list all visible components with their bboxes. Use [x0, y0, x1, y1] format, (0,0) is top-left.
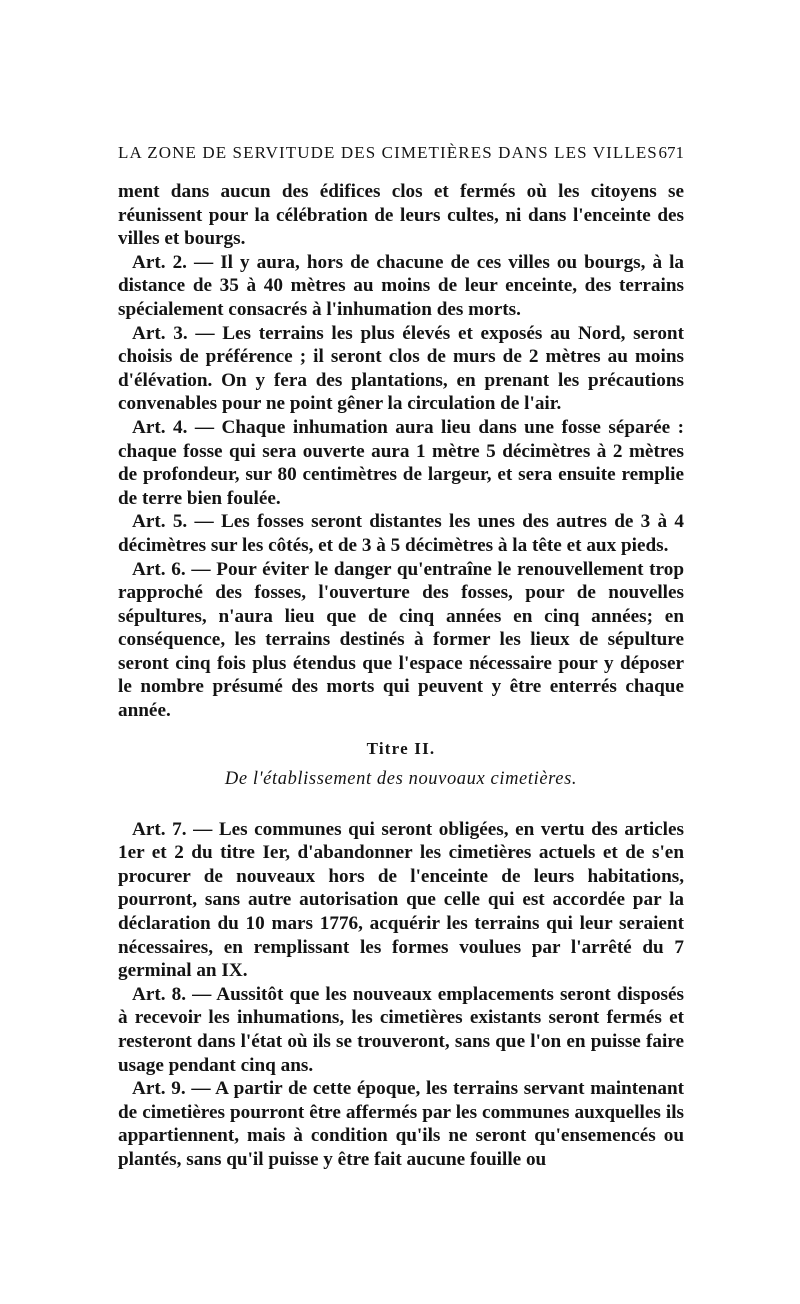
running-header: [118, 143, 684, 163]
section-subtitle: De l'établissement des nouvoaux cimetières.: [224, 768, 578, 789]
paragraph-continuation: ment dans aucun des édifices clos et fermés où les citoyens se réunissent pour la célébration de leurs cultes, ni dans l'enceinte des villes et bourgs.: [118, 181, 684, 250]
article-3: Art. 3. — Les terrains les plus élevés et exposés au Nord, seront choisis de préférence ; il seront clos de murs de 2 mètres au moins d'élévation. On y fera des plantations, en prenant les précautions convenables pour ne point gêner la circulation de l'air.: [118, 322, 684, 415]
page-body: [118, 180, 684, 1172]
article-6: Art. 6. — Pour éviter le danger qu'entraîne le renouvellement trop rapproché des fosses, l'ouverture des fosses, pour de nouvelles sépultures, n'aura lieu que de cinq années en cinq années; en conséquence, les terrains destinés à former les lieux de sépulture seront cinq fois plus étendus que l'espace nécessaire pour y déposer le nombre présumé des morts qui peuvent y être enterrés chaque année.: [118, 558, 684, 722]
article-9: Art. 9. — A partir de cette époque, les terrains servant maintenant de cimetières pourront être affermés par les communes auxquelles ils appartiennent, mais à condition qu'ils ne seront qu'ensemencés ou plantés, sans qu'il puisse y être fait aucune fouille ou: [118, 1078, 684, 1170]
article-8: Art. 8. — Aussitôt que les nouveaux emplacements seront disposés à recevoir les inhumations, les cimetières existants seront fermés et resteront dans l'état où ils se trouveront, sans que l'on en puisse faire usage pendant cinq ans.: [118, 983, 684, 1076]
running-title: LA ZONE DE SERVITUDE DES CIMETIÈRES DANS LES VILLES: [118, 143, 658, 162]
article-2: Art. 2. — Il y aura, hors de chacune de ces villes ou bourgs, à la distance de 35 à 40 mètres au moins de leur enceinte, des terrains spécialement consacrés à l'inhumation des morts.: [118, 251, 684, 320]
article-7: Art. 7. — Les communes qui seront obligées, en vertu des articles 1er et 2 du titre Ier, d'abandonner les cimetières actuels et de s'en procurer de nouveaux hors de l'enceinte de leurs habitations, pourront, sans autre autorisation que celle qui est accordée par la déclaration du 10 mars 1776, acquérir les terrains qui leur seraient nécessaires, en remplissant les formes voulues par l'arrêté du 7 germinal an IX.: [118, 818, 684, 982]
article-4: Art. 4. — Chaque inhumation aura lieu dans une fosse séparée : chaque fosse qui sera ouverte aura 1 mètre 5 décimètres à 2 mètres de profondeur, sur 80 centimètres de largeur, et sera ensuite remplie de terre bien foulée.: [118, 416, 684, 509]
page-number: 671: [658, 143, 684, 162]
section-title: Titre II.: [366, 738, 436, 758]
article-5: Art. 5. — Les fosses seront distantes les unes des autres de 3 à 4 décimètres sur les côtés, et de 3 à 5 décimètres à la tête et aux pieds.: [118, 511, 684, 556]
